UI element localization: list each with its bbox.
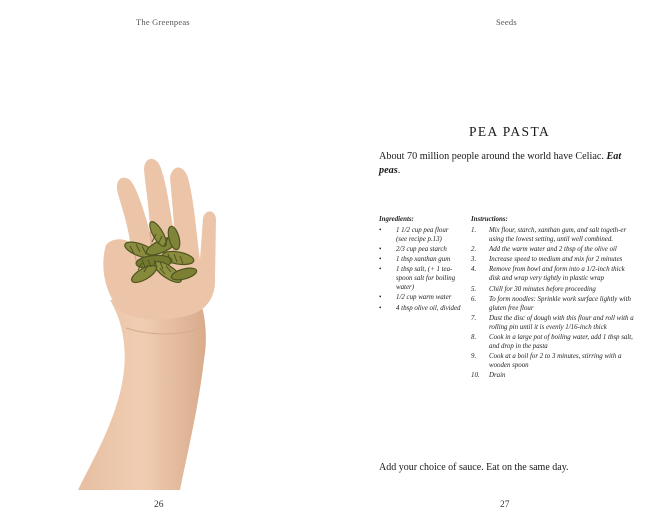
page-number-left: 26 [154,500,164,510]
instruction-step: 7. Dust the disc of dough with this flour and roll with a rolling pin until it is evenly 1/16-inch thick [471,314,634,331]
instructions-heading: Instructions: [471,216,508,223]
instruction-step: 10. Drain [471,372,506,380]
bullet-icon: • [379,304,382,312]
ingredients-column [379,216,461,315]
ingredient-item: • 2/3 cup pea starch [379,245,447,253]
ingredient-item: • 1 tbsp xanthan gum [379,256,451,264]
instructions-column [471,216,636,383]
bullet-icon: • [379,266,382,274]
instruction-step: 5. Chill for 30 minutes before proceeding [471,285,596,293]
right-page [333,0,665,532]
recipe-title: PEA PASTA [469,124,551,139]
instruction-step: 1. Mix flour, starch, xanthan gum, and salt togeth-er using the lowest setting, until well combined. [471,226,627,243]
step-number: 3. [471,256,477,264]
ingredients-heading: Ingredients: [379,216,414,223]
step-number: 10. [471,372,480,380]
ingredient-item: • 1/2 cup warm water [379,294,452,302]
running-head-right: Seeds [496,17,517,27]
page-number-right: 27 [500,500,510,510]
bullet-icon: • [379,226,382,234]
instructions-list [471,227,636,381]
step-number: 7. [471,314,477,322]
step-number: 4. [471,266,477,274]
step-number: 5. [471,285,477,293]
closing-note: Add your choice of sauce. Eat on the same day. [379,462,569,473]
step-number: 1. [471,226,477,234]
left-page [0,0,332,532]
running-head-left: The Greenpeas [136,17,190,27]
intro-period: . [397,165,401,176]
instruction-step: 2. Add the warm water and 2 tbsp of the olive oil [471,245,617,253]
instruction-step: 9. Cook at a boil for 2 to 3 minutes, stirring with a wooden spoon [471,353,622,369]
ingredient-item: • 4 tbsp olive oil, divided [379,304,461,312]
instruction-step: 6. To form noodles: Sprinkle work surface lightly with gluten free flour [471,295,631,312]
instruction-step: 4. Remove from bowl and form into a 1/2-inch thick disk and wrap very tightly in plastic wrap [471,266,625,283]
ingredient-item: • 1 tbsp salt, (+ 1 tea-spoon salt for boiling water) [379,266,456,292]
bullet-icon: • [379,245,382,253]
step-number: 9. [471,353,477,361]
bullet-icon: • [379,294,382,302]
instruction-step: 3. Increase speed to medium and mix for 2 minutes [471,256,623,264]
ingredient-item: • 1 1/2 cup pea flour (see recipe p.13) [379,226,449,243]
step-number: 2. [471,245,477,253]
instruction-step: 8. Cook in a large pot of boiling water, add 1 tbsp salt, and drop in the pasta [471,334,633,350]
step-number: 8. [471,334,477,342]
intro-emphasis: Eat peas [379,151,622,176]
bullet-icon: • [379,256,382,264]
recipe-intro [379,150,641,178]
hand-holding-fusilli-icon [70,150,240,490]
step-number: 6. [471,295,477,303]
ingredients-list [379,227,461,314]
intro-text: About 70 million people around the world have Celiac. [379,151,607,162]
